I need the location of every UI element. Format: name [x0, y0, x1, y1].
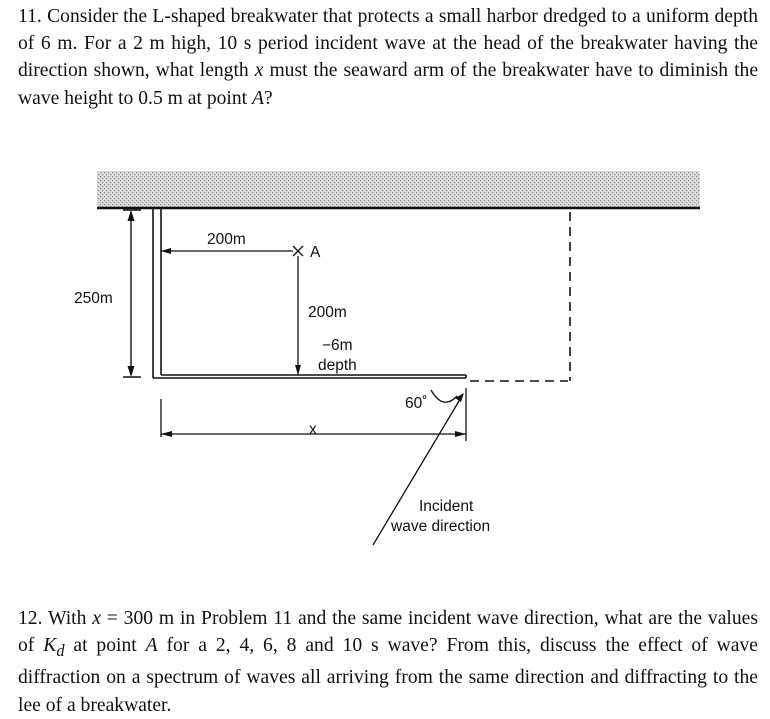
- breakwater-diagram: [0, 160, 770, 560]
- problem-11-number: 11.: [18, 6, 42, 27]
- label-wave-direction: wave direction: [391, 518, 491, 535]
- label-x: x: [309, 421, 317, 438]
- label-200m-top: 200m: [207, 231, 246, 248]
- label-angle-60: 60˚: [405, 395, 428, 412]
- problem-12-text: 12. With x = 300 m in Problem 11 and the same incident wave direction, what are the values of $K_d$ at point A for a 2, 4, 6, 8 and 10 s wave? From this, discuss the effect of wave diffraction on a spectrum of waves all arriving from the same direction and diffracting to the lee of a breakwater.: [18, 608, 758, 716]
- variable-A: A: [252, 87, 264, 109]
- variable-A: A: [145, 635, 158, 657]
- label-depth-value: −6m: [322, 337, 353, 354]
- variable-x: x: [254, 60, 264, 82]
- label-point-A: A: [310, 244, 321, 261]
- label-incident: Incident: [419, 498, 474, 515]
- angle-arc: [431, 390, 457, 402]
- shoreline-land: [97, 171, 700, 208]
- label-250m: 250m: [74, 290, 113, 307]
- problem-12-number: 12.: [18, 608, 43, 629]
- label-depth-word: depth: [318, 357, 357, 374]
- variable-x: x: [92, 608, 101, 629]
- subscript-d: d: [56, 641, 65, 661]
- variable-K: K: [43, 635, 57, 657]
- problem-11-text: 11. Consider the L-shaped breakwater that protects a small harbor dredged to a uniform depth of 6 m. For a 2 m high, 10 s period incident wave at the head of the breakwater having the direction shown, what length x must the seaward arm of the breakwater have to diminish the wave height to 0.5 m at point A?: [18, 6, 759, 109]
- label-200m-vertical: 200m: [308, 304, 347, 321]
